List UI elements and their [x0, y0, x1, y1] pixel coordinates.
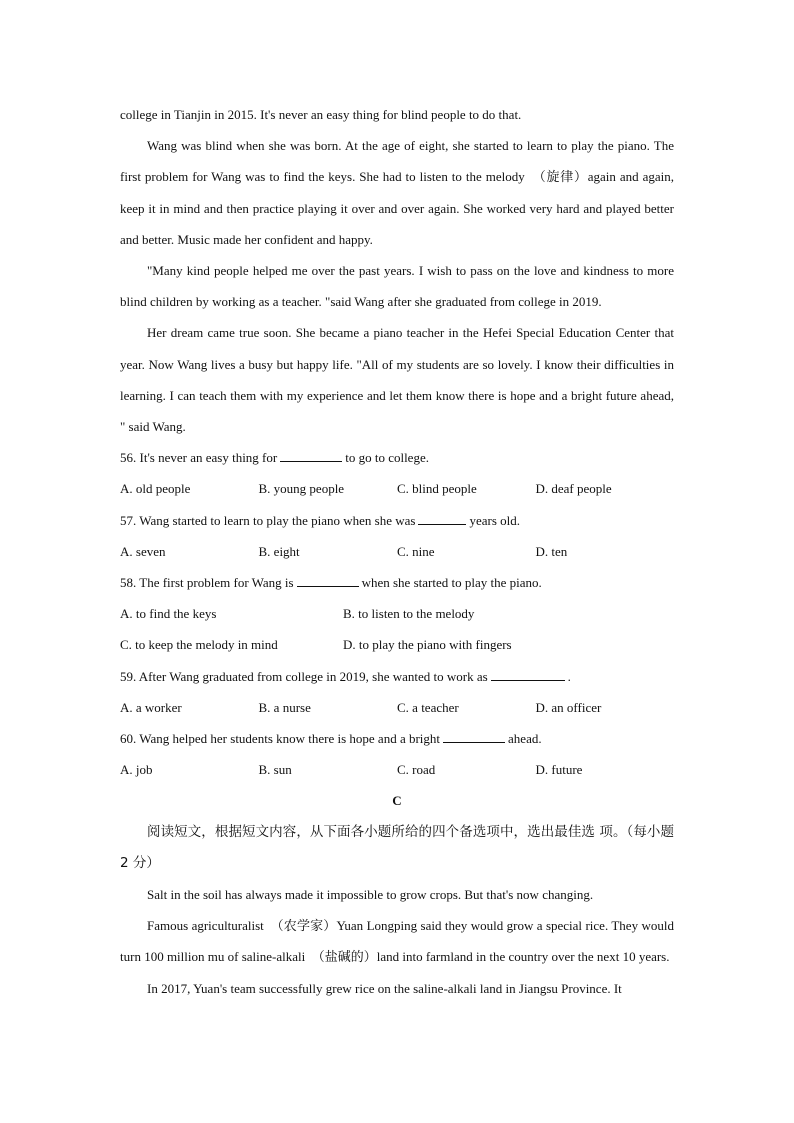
question-59-stem: 59. After Wang graduated from college in 2019, she wanted to work as — [120, 668, 488, 684]
passage-b-paragraph-3: Her dream came true soon. She became a piano teacher in the Hefei Special Education Center that year. Now Wang lives a busy but happy life. "All of my students are so lovely. I know their difficulties in learning. I can teach them with my experience and let them know there is hope and a bright future ahead, " said Wang. — [120, 325, 674, 435]
passage-c-paragraph-1: Salt in the soil has always made it impossible to grow crops. But that's now changing. — [147, 887, 594, 903]
section-c-instructions: 阅读短文，根据短文内容，从下面各小题所给的四个备选项中，选出最佳选 项。（每小题 2 分） — [120, 823, 674, 871]
answer-blank — [491, 668, 565, 681]
question-58-options-row-1 — [120, 598, 674, 629]
section-c-title: C — [392, 793, 402, 809]
option-a: A. old people — [120, 481, 191, 497]
answer-blank — [443, 730, 505, 743]
option-b: B. a nurse — [258, 699, 311, 715]
option-a: A. seven — [120, 543, 166, 559]
question-58-stem: 58. The first problem for Wang is — [120, 575, 294, 591]
question-59 — [120, 661, 674, 692]
question-58-stem-end: when she started to play the piano. — [361, 575, 542, 591]
passage-c-paragraph-2: Famous agriculturalist （农学家）Yuan Longping said they would grow a special rice. They would turn 100 million mu of saline-alkali （盐碱的）land into farmland in the country over the next 10 years. — [120, 918, 674, 965]
question-56 — [120, 442, 674, 473]
question-60-stem: 60. Wang helped her students know there is hope and a bright — [120, 731, 441, 747]
option-a: A. a worker — [120, 699, 182, 715]
option-c: C. blind people — [397, 481, 477, 497]
question-58 — [120, 567, 674, 598]
option-d: D. deaf people — [535, 481, 612, 497]
document-page — [120, 99, 674, 1004]
question-56-stem: 56. It's never an easy thing for — [120, 450, 278, 466]
option-a: A. to find the keys — [120, 606, 217, 622]
passage-c-paragraph-3: In 2017, Yuan's team successfully grew rice on the saline-alkali land in Jiangsu Province. It — [147, 980, 622, 996]
option-d: D. to play the piano with fingers — [343, 637, 512, 653]
question-56-options — [120, 473, 674, 504]
option-a: A. job — [120, 762, 153, 778]
answer-blank — [297, 574, 359, 587]
option-c: C. a teacher — [397, 699, 459, 715]
option-c: C. to keep the melody in mind — [120, 637, 278, 653]
option-d: D. an officer — [535, 699, 602, 715]
option-b: B. to listen to the melody — [343, 606, 475, 622]
option-c: C. road — [397, 762, 436, 778]
option-c: C. nine — [397, 543, 435, 559]
question-57-options — [120, 536, 674, 567]
option-d: D. future — [535, 762, 583, 778]
question-56-stem-end: to go to college. — [345, 450, 429, 466]
question-58-options-row-2 — [120, 629, 674, 660]
passage-b-paragraph-1: Wang was blind when she was born. At the age of eight, she started to learn to play the piano. The first problem for Wang was to find the keys. She had to listen to the melody （旋律）again and again, keep it in mind and then practice playing it over and over again. She worked very hard and played better and better. Music made her confident and happy. — [120, 138, 674, 247]
option-b: B. eight — [258, 543, 300, 559]
question-57-stem: 57. Wang started to learn to play the piano when she was — [120, 512, 416, 528]
question-59-options — [120, 692, 674, 723]
option-b: B. sun — [258, 762, 292, 778]
passage-b-continuation: college in Tianjin in 2015. It's never an easy thing for blind people to do that. — [120, 107, 522, 122]
option-d: D. ten — [535, 543, 568, 559]
question-57-stem-end: years old. — [469, 512, 521, 528]
question-59-stem-end: . — [567, 668, 571, 684]
question-60-options — [120, 754, 674, 785]
passage-b-paragraph-2: "Many kind people helped me over the past years. I wish to pass on the love and kindness to more blind children by working as a teacher. "said Wang after she graduated from college in 2019. — [120, 263, 674, 310]
question-60-stem-end: ahead. — [508, 731, 542, 747]
answer-blank — [280, 449, 342, 462]
question-57 — [120, 505, 674, 536]
question-60 — [120, 723, 674, 754]
answer-blank — [418, 512, 466, 525]
option-b: B. young people — [258, 481, 345, 497]
